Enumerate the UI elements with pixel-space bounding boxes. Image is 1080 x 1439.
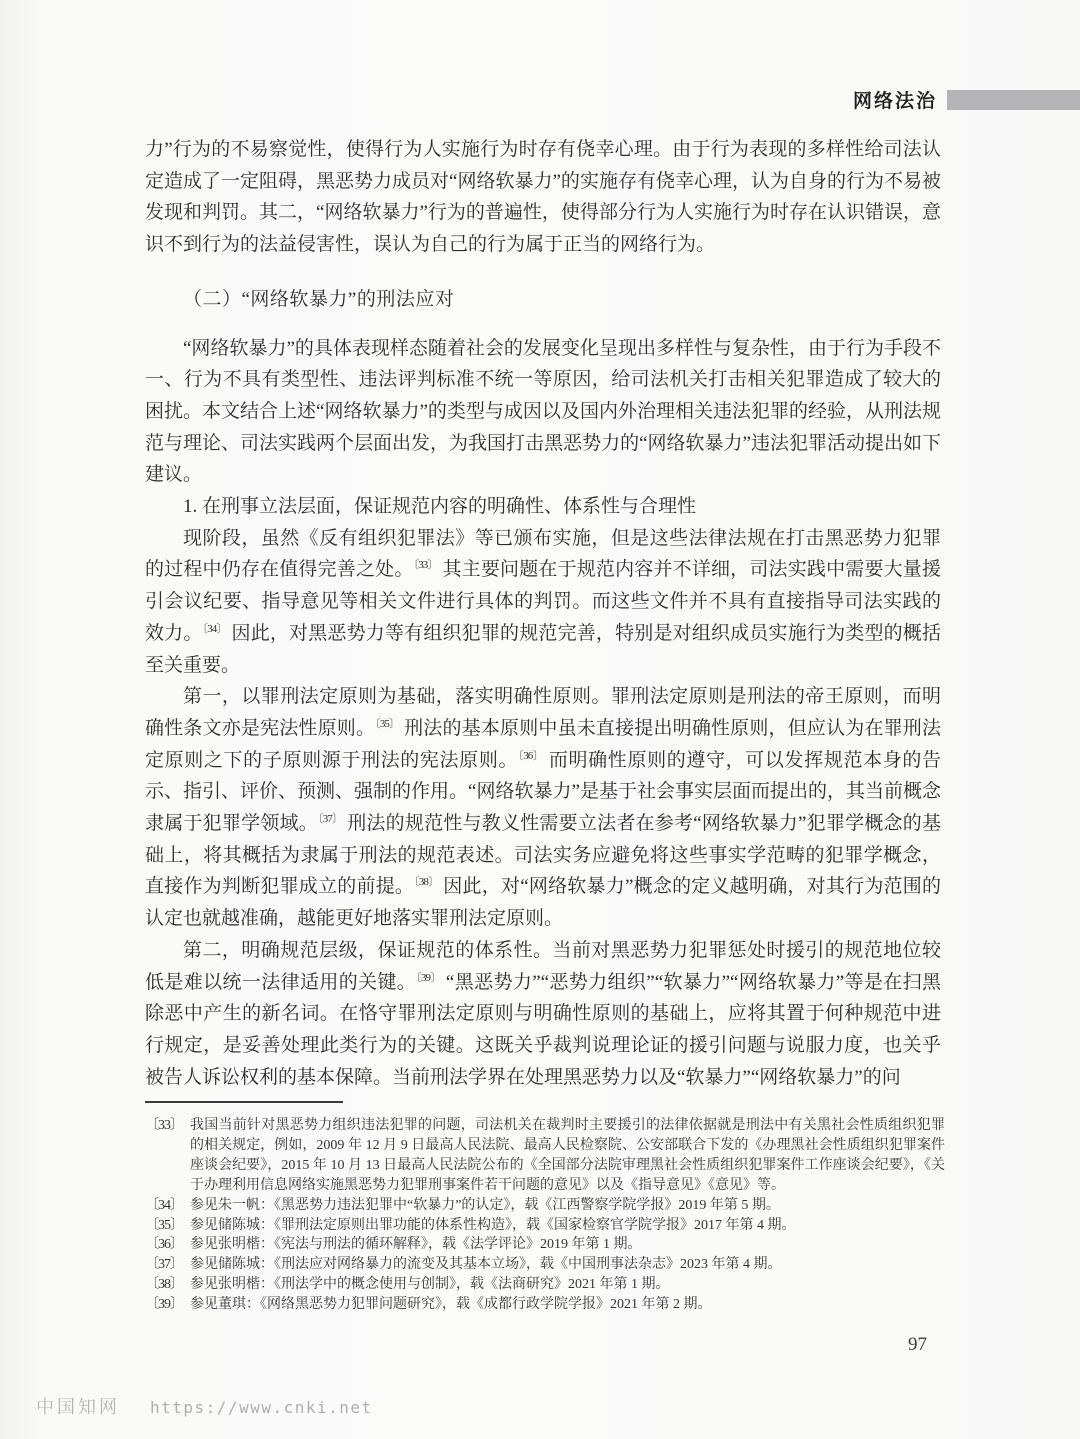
footnote-text: 参见储陈城：《罪刑法定原则出罪功能的体系性构造》，载《国家检察官学院学报》2017 年第 4 期。 — [190, 1217, 796, 1233]
page-number: 97 — [908, 1334, 927, 1355]
footnote-marker: 〔33〕 — [145, 1118, 183, 1133]
section-heading: （二）“网络软暴力”的刑法应对 — [183, 288, 455, 310]
column-title: 网络法治 — [852, 91, 937, 112]
footnote-36 — [145, 1235, 945, 1255]
footnote-text: 我国当前针对黑恶势力组织违法犯罪的问题，司法机关在裁判时主要援引的法律依据就是刑法中有关黑社会性质组织犯罪的相关规定，例如，2009 年 12 月 9 日最高人民法院、最高人民检察院、公安部联合下发的《办理黑社会性质组织犯罪案件座谈会纪要》，2015 年 10 月 13 日最高人民法院公布的《全国部分法院审理黑社会性质组织犯罪案件工作座谈会纪要》，《关于办理利用信息网络实施黑恶势力犯罪刑事案件若干问题的意见》以及《指导意见》《意见》等。 — [190, 1118, 945, 1193]
footnote-35 — [145, 1216, 945, 1236]
footnote-marker: 〔38〕 — [145, 1277, 183, 1293]
footnote-38 — [145, 1275, 945, 1295]
paragraph-overview: “网络软暴力”的具体表现样态随着社会的发展变化呈现出多样性与复杂性，由于行为手段不一、行为不具有类型性、违法评判标准不统一等原因，给司法机关打击相关犯罪造成了较大的困扰。本文结合上述“网络软暴力”的类型与成因以及国内外治理相关违法犯罪的经验，从刑法规范与理论、司法实践两个层面出发，为我国打击黑恶势力的“网络软暴力”违法犯罪活动提出如下建议。 — [145, 337, 941, 486]
footnote-ref: 〔37〕 — [318, 813, 343, 826]
header-accent-bar — [947, 90, 1080, 110]
footnote-separator — [145, 1101, 343, 1103]
paragraph-current-stage: 现阶段，虽然《反有组织犯罪法》等已颁布实施，但是这些法律法规在打击黑恶势力犯罪的过程中仍存在值得完善之处。$^{〔33〕}$ 其主要问题在于规范内容并不详细，司法实践中需要大量援引会议纪要、指导意见等相关文件进行具体的判罚。而这些文件并不具有直接指导司法实践的效力。$^{〔34〕}$ 因此，对黑恶势力等有组织犯罪的规范完善，特别是对组织成员实施行为类型的概括至关重要。 — [145, 527, 941, 676]
footnote-text: 参见董琪：《网络黑恶势力犯罪问题研究》，载《成都行政学院学报》2021 年第 2 期。 — [190, 1297, 712, 1313]
footnote-marker: 〔36〕 — [145, 1237, 183, 1253]
footnote-ref: 〔35〕 — [375, 717, 400, 730]
footnote-ref: 〔36〕 — [518, 749, 544, 762]
footnotes-section — [145, 1116, 945, 1315]
paragraph-continuation: 力”行为的不易察觉性，使得行为人实施行为时存有侥幸心理。由于行为表现的多样性给司法认定造成了一定阻碍，黑恶势力成员对“网络软暴力”的实施存有侥幸心理，认为自身的行为不易被发现和判罚。其二，“网络软暴力”行为的普遍性，使得部分行为人实施行为时存在认识错误，意识不到行为的法益侵害性，误认为自己的行为属于正当的网络行为。 — [145, 139, 941, 256]
footnote-marker: 〔39〕 — [145, 1297, 183, 1313]
footnote-ref: 〔33〕 — [413, 559, 438, 572]
paragraph-first-point: 第一，以罪刑法定原则为基础，落实明确性原则。罪刑法定原则是刑法的帝王原则，而明确性条文亦是宪法性原则。$^{〔35〕}$ 刑法的基本原则中虽未直接提出明确性原则，但应认为在罪刑法定原则之下的子原则源于刑法的宪法原则。$^{〔36〕}$ 而明确性原则的遵守，可以发挥规范本身的告示、指引、评价、预测、强制的作用。“网络软暴力”是基于社会事实层面而提出的，其当前概念隶属于犯罪学领域。$^{〔37〕}$ 刑法的规范性与教义性需要立法者在参考“网络软暴力”犯罪学概念的基础上，将其概括为隶属于刑法的规范表述。司法实务应避免将这些事实学范畴的犯罪学概念，直接作为判断犯罪成立的前提。$^{〔38〕}$ 因此，对“网络软暴力”概念的定义越明确，对其行为范围的认定也就越准确，越能更好地落实罪刑法定原则。 — [145, 686, 942, 930]
paragraph-second-point: 第二，明确规范层级，保证规范的体系性。当前对黑恶势力犯罪惩处时援引的规范地位较低是难以统一法律适用的关键。$^{〔39〕}$ “黑恶势力”“恶势力组织”“软暴力”“网络软暴力”等是在扫黑除恶中产生的新名词。在恪守罪刑法定原则与明确性原则的基础上，应将其置于何种规范中进行规定，是妥善处理此类行为的关键。这既关乎裁判说理论证的援引问题与说服力度，也关乎被告人诉讼权利的基本保障。当前刑法学界在处理黑恶势力以及“软暴力”“网络软暴力”的问 — [145, 939, 941, 1088]
footnote-marker: 〔35〕 — [145, 1217, 183, 1233]
footnote-ref: 〔34〕 — [202, 622, 227, 635]
footnote-marker: 〔34〕 — [145, 1197, 183, 1213]
footnote-ref: 〔39〕 — [416, 971, 441, 984]
footnote-39 — [145, 1295, 945, 1315]
footnote-marker: 〔37〕 — [145, 1257, 183, 1273]
footnote-text: 参见张明楷：《宪法与刑法的循环解释》，载《法学评论》2019 年第 1 期。 — [190, 1237, 642, 1253]
page-header — [853, 86, 1080, 113]
cnki-brand: 中国知网 — [36, 1397, 120, 1417]
footnote-37 — [145, 1255, 945, 1275]
cnki-url: https://www.cnki.net — [150, 1398, 373, 1417]
footnote-34 — [145, 1196, 945, 1216]
footnote-text: 参见朱一帆：《黑恶势力违法犯罪中“软暴力”的认定》，载《江西警察学院学报》2019 年第 5 期。 — [190, 1197, 780, 1213]
footnote-text: 参见张明楷：《刑法学中的概念使用与创制》，载《法商研究》2021 年第 1 期。 — [190, 1277, 670, 1293]
cnki-watermark — [36, 1393, 373, 1419]
footnote-ref: 〔38〕 — [414, 876, 439, 889]
article-body — [145, 134, 941, 1093]
numbered-subheading: 1. 在刑事立法层面，保证规范内容的明确性、体系性与合理性 — [183, 496, 697, 518]
footnote-text: 参见储陈城：《刑法应对网络暴力的流变及其基本立场》，载《中国刑事法杂志》2023 年第 4 期。 — [190, 1257, 782, 1273]
footnote-33 — [145, 1116, 945, 1196]
